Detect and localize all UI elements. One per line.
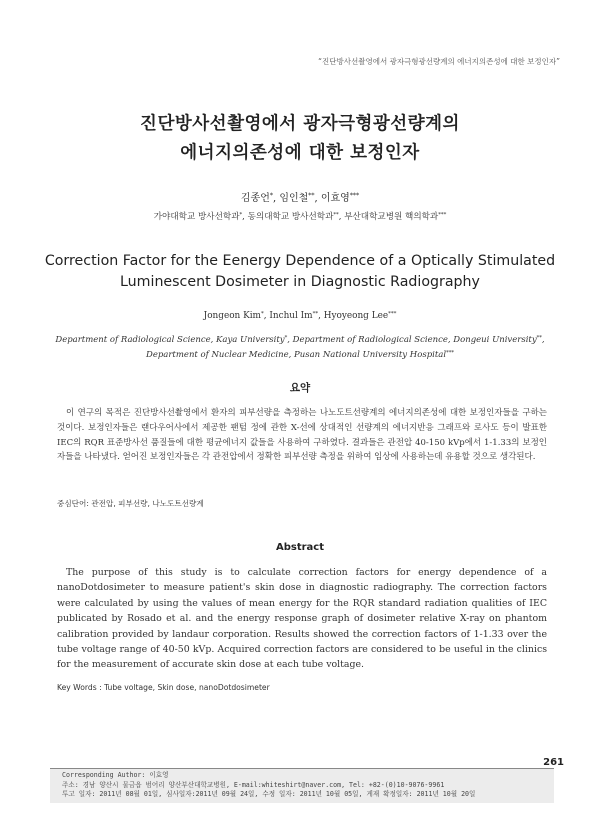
abstract bbox=[57, 565, 547, 673]
contact-info: 주소: 경남 양산시 물금읍 범어리 양산부산대학교병원, E-mail:whiteshirt@naver.com, Tel: +82-(0)10-9076-9961 bbox=[62, 780, 445, 789]
english-keywords bbox=[57, 683, 270, 692]
korean-title-line-2: 에너지의존성에 대한 보정인자 bbox=[180, 143, 420, 163]
page-number: 261 bbox=[543, 757, 564, 768]
author-mark: * bbox=[269, 192, 273, 200]
english-affiliation: Department of Radiological Science, Dongeui University bbox=[292, 335, 537, 345]
korean-author-list: 김종언*, 임인철**, 이효영*** bbox=[240, 192, 360, 204]
english-title bbox=[0, 251, 600, 293]
english-author-name: Hyoyeong Lee bbox=[323, 311, 389, 321]
author-mark: ** bbox=[308, 192, 315, 200]
affiliation-mark: ** bbox=[333, 212, 339, 219]
corresponding-author: Corresponding Author: 이효영 bbox=[62, 771, 169, 779]
english-title-line-2: Luminescent Dosimeter in Diagnostic Radiography bbox=[120, 274, 480, 290]
author-mark: *** bbox=[349, 192, 360, 200]
correspondence-footer bbox=[50, 768, 554, 803]
running-header: “진단방사선촬영에서 광자극형광선량계의 에너지의존성에 대한 보정인자” bbox=[318, 57, 560, 66]
author-mark: ** bbox=[312, 310, 319, 317]
affiliation-mark: *** bbox=[446, 350, 454, 357]
korean-title bbox=[0, 110, 600, 168]
korean-keywords-text: 관전압, 피부선량, 나노도트선량계 bbox=[91, 499, 204, 508]
korean-affiliation: 동의대학교 방사선학과 bbox=[247, 212, 334, 222]
korean-author-name: 임인철 bbox=[279, 193, 309, 204]
english-keywords-label: Key Words : bbox=[57, 683, 102, 692]
abstract-heading: Abstract bbox=[275, 542, 325, 553]
english-keywords-text: Tube voltage, Skin dose, nanoDotdosimeter bbox=[104, 683, 270, 692]
author-mark: * bbox=[260, 310, 264, 317]
korean-affiliation: 가야대학교 방사선학과 bbox=[153, 212, 240, 222]
korean-keywords bbox=[57, 498, 204, 509]
abstract-text: The purpose of this study is to calculate correction factors for energy dependence of a nanoDotdosimeter to measure patient's skin dose in diagnostic radiography. The correction factors were calculated by using the values of mean energy for the RQR standard radiation qualities of IEC publicated by Rosado et al. and the energy response graph of dosimeter relative X-ray on phantom calibration provided by landaur corporation. Results showed the correction factors of 1-1.33 over the tube voltage range of 40-50 kVp. Acquired correction factors are considered to be useful in the clinics for the measurement of accurate skin dose at each tube voltage. bbox=[57, 567, 547, 671]
english-affiliations: Department of Radiological Science, Kaya University*, Department of Radiological Science, Dongeui University**, Department of Nuclear Medicine, Pusan National University Hospital*** bbox=[55, 335, 545, 360]
author-mark: *** bbox=[388, 310, 397, 317]
affiliation-mark: * bbox=[239, 212, 243, 219]
korean-summary bbox=[57, 406, 547, 465]
english-author-list: Jongeon Kim*, Inchul Im**, Hyoyeong Lee*** bbox=[203, 310, 397, 321]
korean-affiliations: 가야대학교 방사선학과*, 동의대학교 방사선학과**, 부산대학교병원 핵의학과*** bbox=[153, 212, 447, 222]
affiliation-mark: ** bbox=[536, 335, 542, 342]
korean-summary-heading: 요약 bbox=[289, 382, 311, 394]
english-affiliation: Department of Nuclear Medicine, Pusan National University Hospital bbox=[146, 350, 447, 360]
english-affiliation: Department of Radiological Science, Kaya University bbox=[55, 335, 285, 345]
affiliation-mark: *** bbox=[438, 212, 447, 219]
submission-dates: 투고 일자: 2011년 08월 01일, 심사일자:2011년 09월 24일, 수정 일자: 2011년 10월 05일, 게재 확정일자: 2011년 10월 20일 bbox=[62, 790, 476, 799]
korean-title-line-1: 진단방사선촬영에서 광자극형광선량계의 bbox=[140, 114, 460, 134]
korean-summary-text: 이 연구의 목적은 진단방사선촬영에서 환자의 피부선량을 측정하는 나노도트선량계의 에너지의존성에 대한 보정인자들을 구하는 것이다. 보정인자들은 랜다우어사에서 제공한 팬텀 정에 관한 X-선에 상대적인 선량계의 에너지반응 그래프와 로사도 등이 발표한 IEC의 RQR 표준방사선 품질들에 대한 평균에너지 값들을 사용하여 구하였다. 결과들은 관전압 40-150 kVp에서 1-1.33의 보정인자들을 나타냈다. 얻어진 보정인자들은 각 관전압에서 정확한 피부선량 측정을 위하여 임상에 사용하는데 유용할 것으로 생각된다. bbox=[57, 408, 547, 463]
affiliation-mark: * bbox=[284, 335, 288, 342]
english-author-name: Jongeon Kim bbox=[203, 311, 261, 321]
korean-author-name: 김종언 bbox=[240, 193, 270, 204]
english-title-line-1: Correction Factor for the Eenergy Dependence of a Optically Stimulated bbox=[44, 253, 556, 269]
korean-keywords-label: 중심단어: bbox=[57, 499, 89, 508]
korean-affiliation: 부산대학교병원 핵의학과 bbox=[344, 212, 439, 222]
english-author-name: Inchul Im bbox=[269, 311, 313, 321]
korean-author-name: 이효영 bbox=[320, 193, 350, 204]
